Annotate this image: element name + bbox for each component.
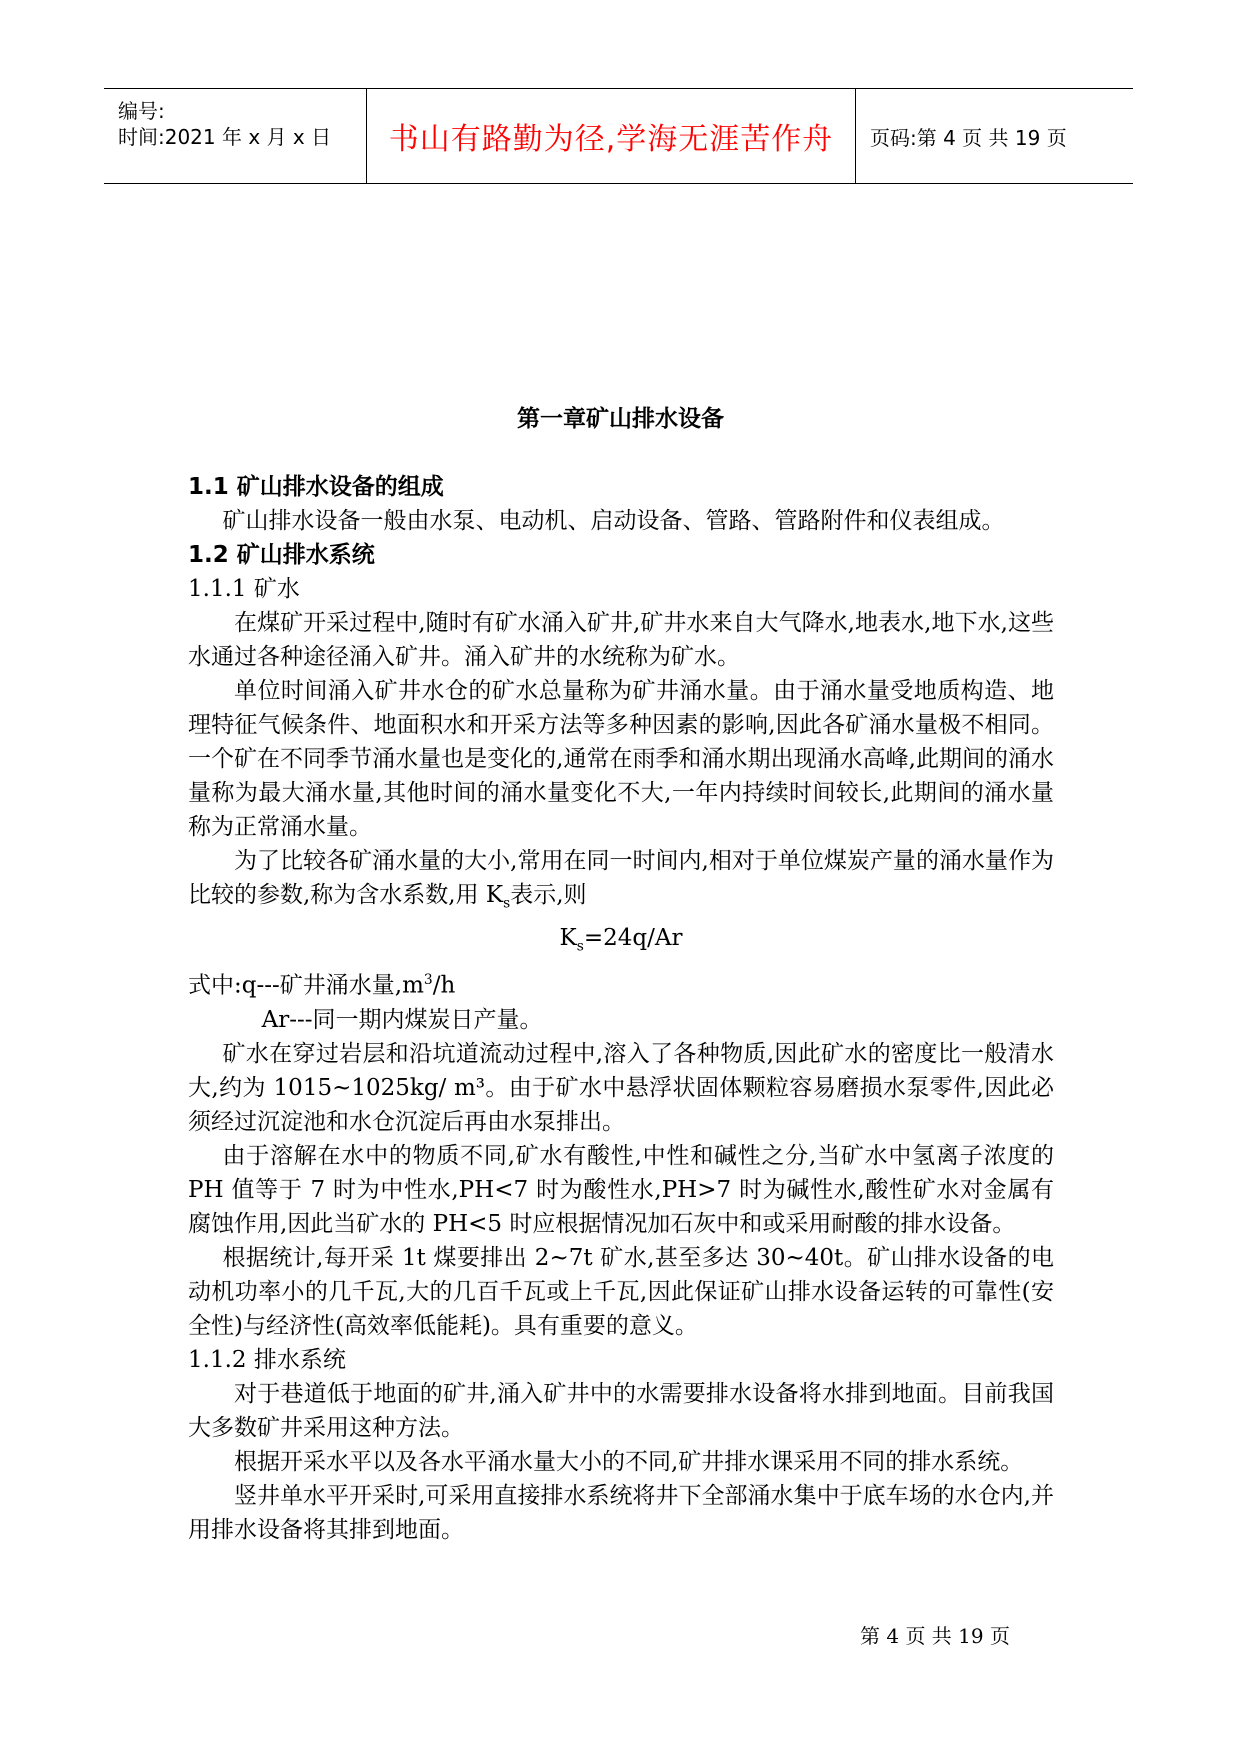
paragraph <box>188 844 1054 921</box>
formula-k: K <box>559 924 577 951</box>
text-run: /h <box>432 972 456 999</box>
formula-where-line: Ar---同一期内煤炭日产量。 <box>261 1006 543 1033</box>
section-1-1-title: 1.1 矿山排水设备的组成 <box>188 474 444 500</box>
subscript: s <box>503 895 511 912</box>
paragraph: 在煤矿开采过程中,随时有矿水涌入矿井,矿井水来自大气降水,地表水,地下水,这些水通过各种途径涌入矿井。涌入矿井的水统称为矿水。 <box>188 610 1054 670</box>
paragraph: 根据开采水平以及各水平涌水量大小的不同,矿井排水课采用不同的排水系统。 <box>234 1448 1024 1475</box>
paragraph: 单位时间涌入矿井水仓的矿水总量称为矿井涌水量。由于涌水量受地质构造、地理特征气候条件、地面积水和开采方法等多种因素的影响,因此各矿涌水量极不相同。一个矿在不同季节涌水量也是变化的,通常在雨季和涌水期出现涌水高峰,此期间的涌水量称为最大涌水量,其他时间的涌水量变化不大,一年内持续时间较长,此期间的涌水量称为正常涌水量。 <box>188 678 1054 840</box>
section-1-1-2-title: 1.1.2 排水系统 <box>188 1346 346 1373</box>
superscript: 3 <box>423 972 433 989</box>
paragraph: 根据统计,每开采 1t 煤要排出 2~7t 矿水,甚至多达 30~40t。矿山排水设备的电动机功率小的几千瓦,大的几百千瓦或上千瓦,因此保证矿山排水设备运转的可靠性(安全性)与经济性(高效率低能耗)。具有重要的意义。 <box>188 1244 1054 1339</box>
formula-subscript: s <box>576 938 584 955</box>
formula-where-line <box>188 963 1054 1003</box>
chapter-title: 第一章矿山排水设备 <box>517 406 724 432</box>
page-footer: 第 4 页 共 19 页 <box>860 1624 1010 1648</box>
header-meta <box>104 89 367 183</box>
motto: 书山有路勤为径,学海无涯苦作舟 <box>388 122 834 157</box>
page-header <box>104 88 1133 184</box>
page-code: 页码:第 4 页 共 19 页 <box>870 125 1067 150</box>
paragraph: 矿水在穿过岩层和沿坑道流动过程中,溶入了各种物质,因此矿水的密度比一般清水大,约为 1015~1025kg/ m³。由于矿水中悬浮状固体颗粒容易磨损水泵零件,因此必须经过沉淀池和水仓沉淀后再由水泵排出。 <box>188 1040 1054 1135</box>
number-label: 编号: <box>118 99 165 123</box>
formula <box>188 921 1054 964</box>
time-label: 时间:2021 年 x 月 x 日 <box>118 125 332 149</box>
paragraph: 对于巷道低于地面的矿井,涌入矿井中的水需要排水设备将水排到地面。目前我国大多数矿井采用这种方法。 <box>188 1380 1054 1441</box>
header-motto-cell <box>367 89 856 183</box>
text-run: 表示,则 <box>510 882 587 908</box>
section-1-2-title: 1.2 矿山排水系统 <box>188 542 375 568</box>
section-1-1-text: 矿山排水设备一般由水泵、电动机、启动设备、管路、管路附件和仪表组成。 <box>222 508 1005 534</box>
paragraph: 由于溶解在水中的物质不同,矿水有酸性,中性和碱性之分,当矿水中氢离子浓度的 PH 值等于 7 时为中性水,PH<7 时为酸性水,PH>7 时为碱性水,酸性矿水对金属有腐蚀作用,因此当矿水的 PH<5 时应根据情况加石灰中和或采用耐酸的排水设备。 <box>188 1142 1054 1237</box>
formula-rest: =24q/Ar <box>583 924 683 951</box>
section-1-1-1-title: 1.1.1 矿水 <box>188 576 300 602</box>
text-run: 为了比较各矿涌水量的大小,常用在同一时间内,相对于单位煤炭产量的涌水量作为比较的参数,称为含水系数,用 K <box>188 848 1054 908</box>
header-page-code-cell <box>856 89 1133 183</box>
document-body <box>188 470 1054 1547</box>
paragraph: 竖井单水平开采时,可采用直接排水系统将井下全部涌水集中于底车场的水仓内,并用排水设备将其排到地面。 <box>188 1482 1054 1543</box>
text-run: 式中:q---矿井涌水量,m <box>188 972 424 999</box>
